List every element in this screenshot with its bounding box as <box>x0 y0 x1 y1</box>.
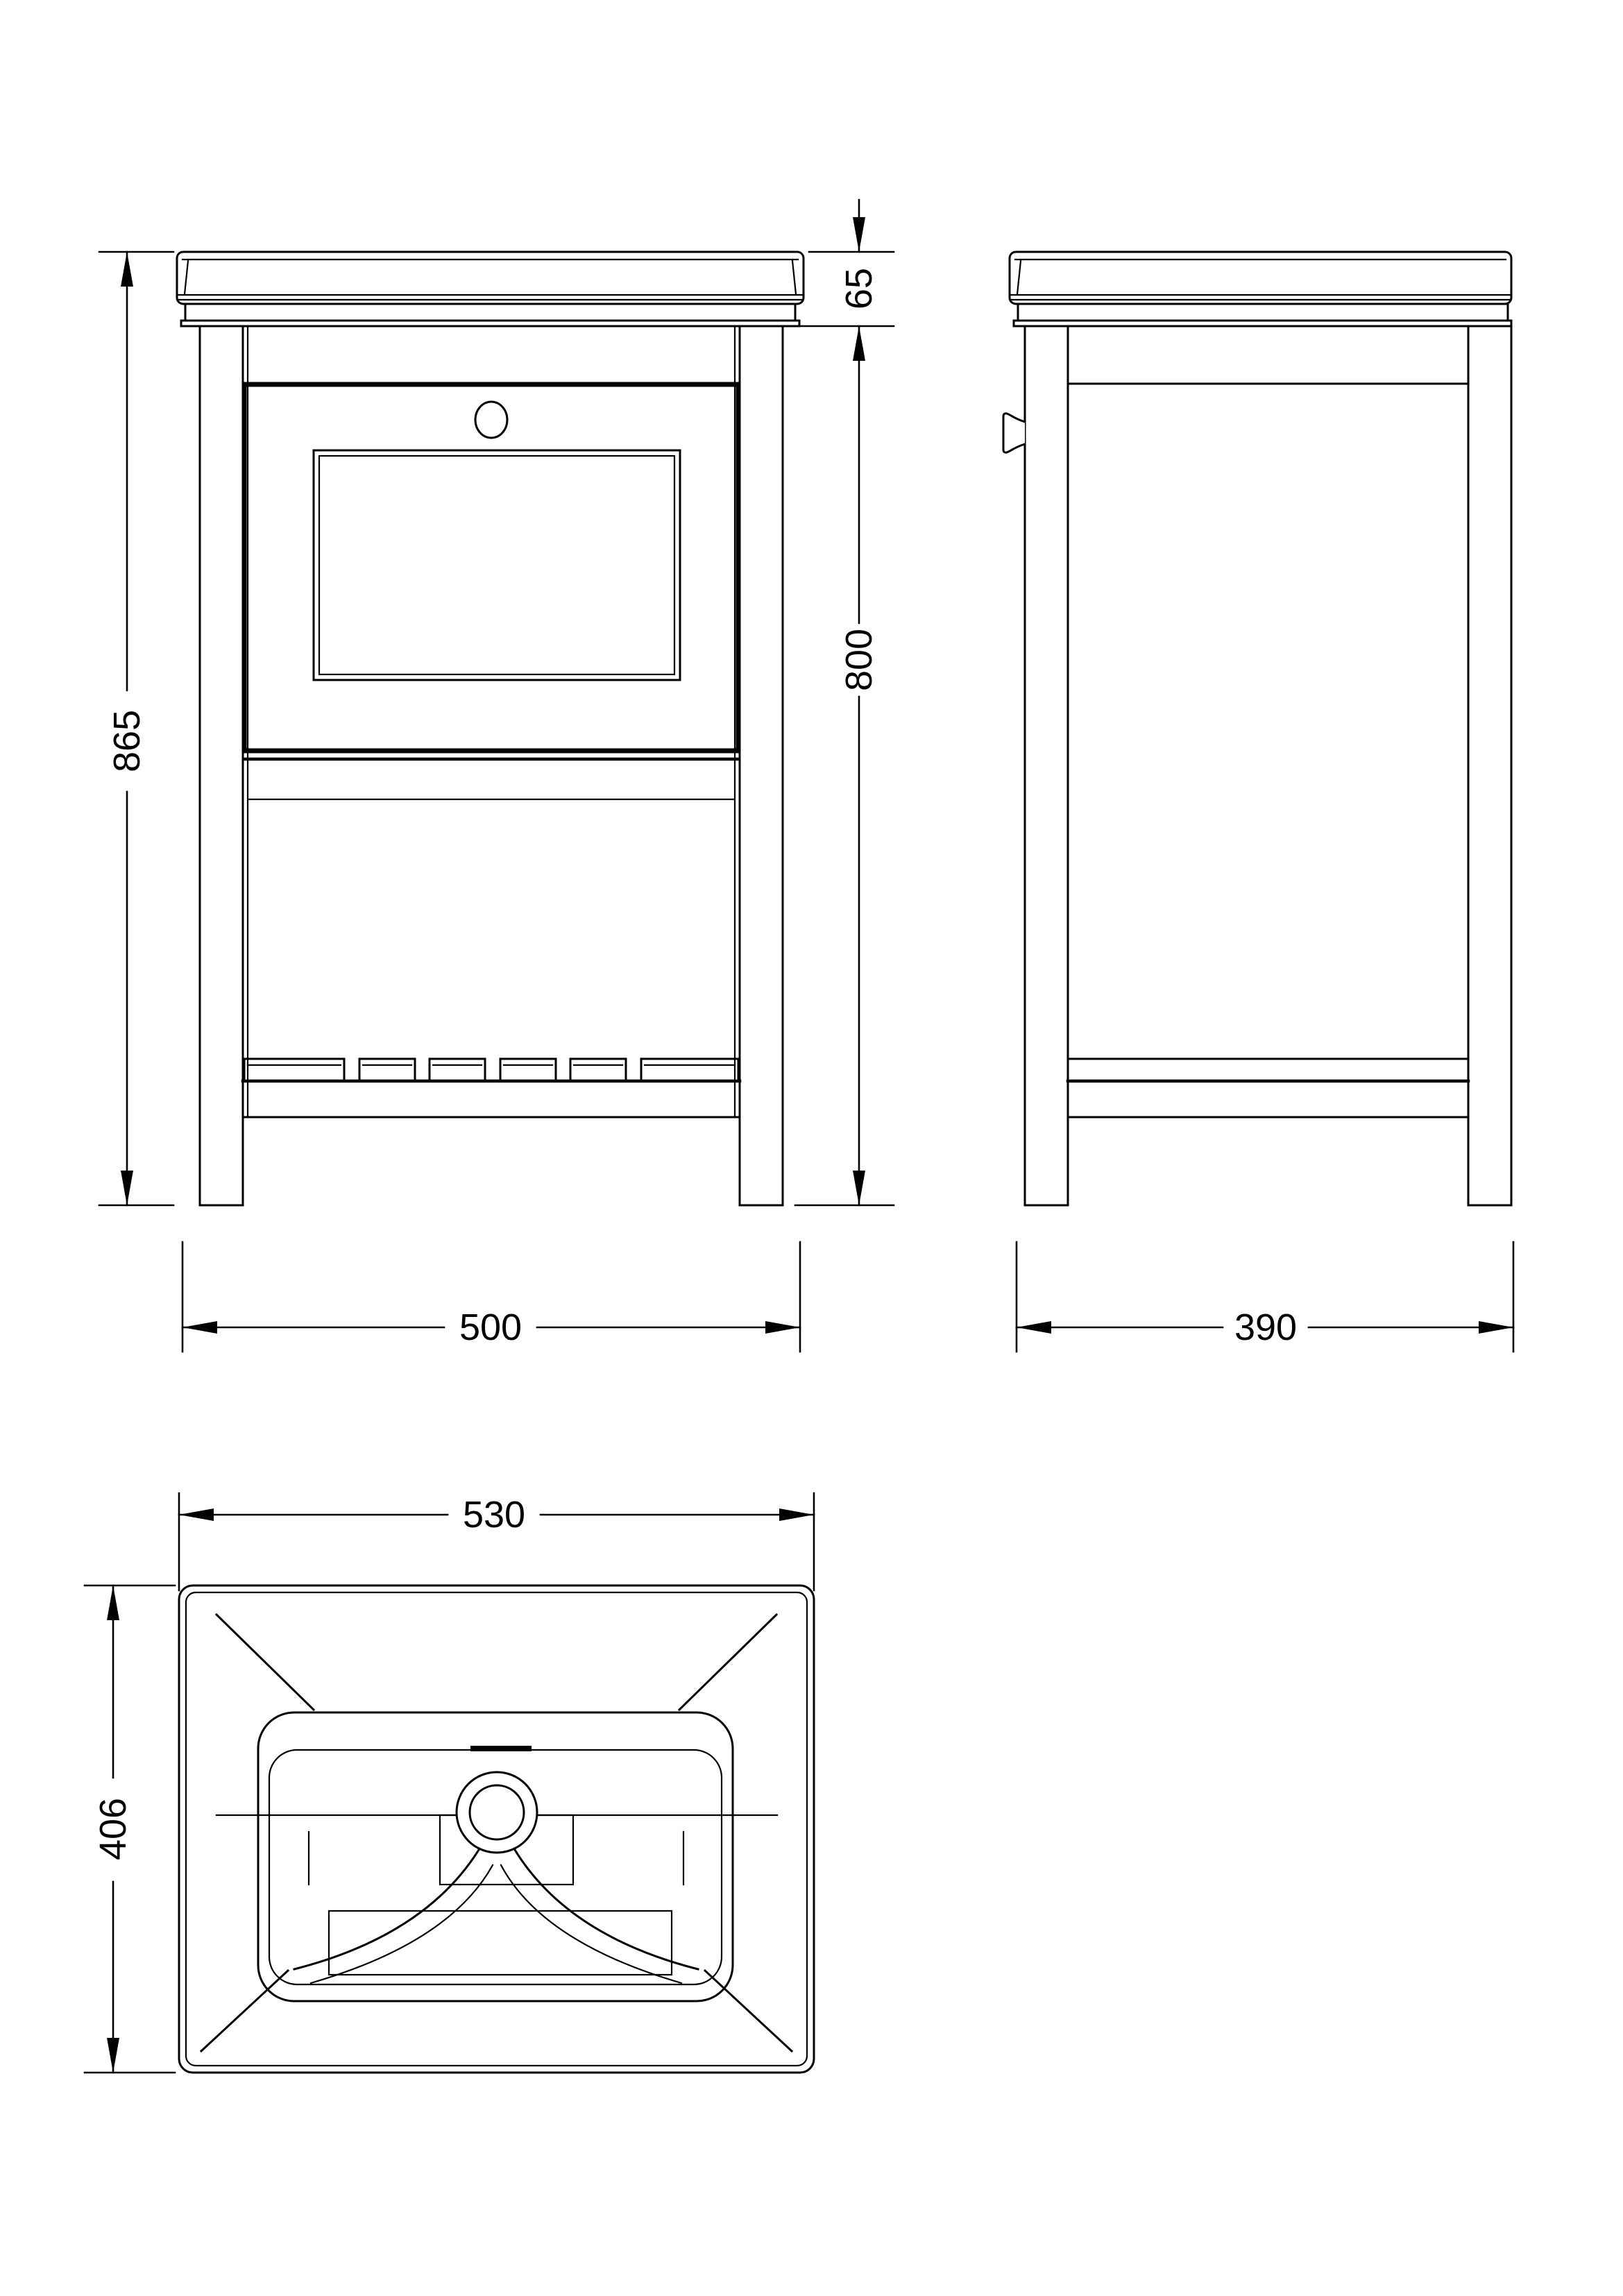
side-leg-front <box>1025 326 1068 1205</box>
counter-apron-lip <box>181 321 799 326</box>
drawer-panel-inner <box>319 456 674 674</box>
side-knob-profile <box>1003 414 1025 452</box>
basin-slope-line-right-inner <box>501 1865 681 1983</box>
basin-corner-line-tr <box>679 1615 776 1710</box>
basin-corner-line-tl <box>216 1615 314 1710</box>
drawer-knob <box>475 402 507 438</box>
basin-corner-line-br <box>705 1971 792 2051</box>
dim-label-65: 65 <box>838 267 880 310</box>
dim-label-530: 530 <box>462 1494 526 1536</box>
dim-label-865: 865 <box>106 709 148 773</box>
dim-label-500: 500 <box>459 1307 522 1348</box>
dim-arrow-left <box>1017 1321 1051 1334</box>
dimension-front-height <box>99 252 173 1205</box>
slat <box>500 1059 556 1081</box>
dimension-basin-depth <box>85 1585 175 2073</box>
counter-chamfer-side <box>1017 261 1021 294</box>
front-leg-left <box>200 326 243 1205</box>
dim-arrow-left <box>179 1508 214 1521</box>
dim-arrow-up <box>107 1585 119 1620</box>
slat <box>244 1059 344 1081</box>
side-elevation-view <box>1003 252 1511 1205</box>
dimension-side-depth <box>1017 1242 1513 1352</box>
side-leg-back <box>1468 326 1511 1205</box>
drawer-front <box>244 384 738 751</box>
counter-apron-lip-side <box>1014 321 1511 326</box>
counter-apron-side <box>1018 304 1508 321</box>
slat <box>359 1059 415 1081</box>
slat <box>430 1059 485 1081</box>
counter-chamfer-right <box>792 261 796 294</box>
counter-chamfer-left <box>185 261 188 294</box>
dimension-counter-and-cabinet-height <box>795 200 894 1205</box>
basin-slope-line-right-outer <box>515 1850 698 1969</box>
front-elevation-view <box>177 252 804 1205</box>
basin-plan-view <box>179 1585 814 2073</box>
dim-arrow-right <box>1479 1321 1513 1334</box>
dim-label-800: 800 <box>838 628 880 692</box>
basin-slope-line-left-outer <box>294 1850 479 1969</box>
dim-arrow-down <box>121 1171 133 1205</box>
slat <box>641 1059 738 1081</box>
dim-arrow-down <box>107 2038 119 2073</box>
dim-label-390: 390 <box>1234 1307 1298 1348</box>
front-leg-right <box>740 326 783 1205</box>
slat <box>570 1059 626 1081</box>
basin-corner-line-bl <box>201 1971 288 2051</box>
dimension-front-width <box>182 1242 800 1352</box>
dim-arrow-down <box>853 1171 865 1205</box>
dim-arrow-down <box>853 217 865 252</box>
dim-arrow-right <box>779 1508 814 1521</box>
counter-apron <box>185 304 795 321</box>
shelf-slats <box>244 1059 738 1081</box>
dim-arrow-left <box>182 1321 217 1334</box>
dim-label-406: 406 <box>92 1797 134 1861</box>
tap-hole-inner <box>470 1785 524 1839</box>
dim-arrow-right <box>765 1321 800 1334</box>
dim-arrow-up <box>121 252 133 287</box>
dimension-basin-width <box>179 1493 814 1590</box>
drawer-panel-outer <box>314 450 680 680</box>
basin-bottom-panel <box>329 1911 672 1975</box>
